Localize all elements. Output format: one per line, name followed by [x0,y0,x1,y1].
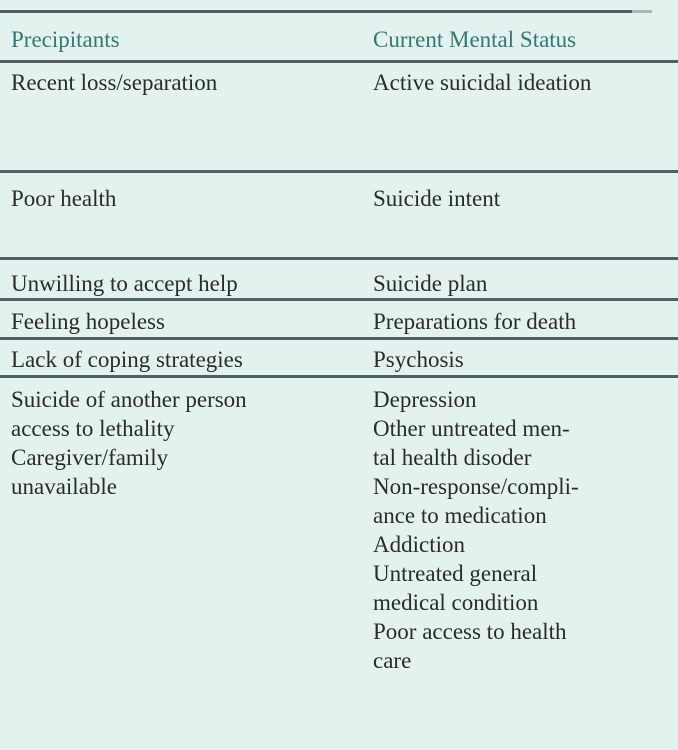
mental-status-line: Preparations for death [373,308,577,334]
precipitant-cell [0,258,362,299]
mental-status-cell [362,338,678,376]
mental-status-cell [362,258,678,299]
mental-status-cell [362,171,678,258]
mental-status-line: tal health disoder [373,444,532,470]
mental-status-cell [362,299,678,338]
mental-status-line: Untreated general [373,560,538,586]
mental-status-line: Suicide plan [373,270,488,296]
precipitant-cell [0,171,362,258]
mental-status-line: Addiction [373,531,465,557]
mental-status-line: Other untreated men- [373,415,570,441]
precipitant-cell [0,61,362,171]
precipitant-line: Poor health [11,185,117,211]
precipitant-line: Recent loss/separation [11,69,218,95]
mental-status-line: Non-response/compli- [373,473,579,499]
header-row [0,13,678,61]
table-row [0,338,678,376]
precipitant-line: Unwilling to accept help [11,270,238,296]
mental-status-line: Depression [373,386,477,412]
precipitant-line: Suicide of another person [11,386,247,412]
mental-status-cell [362,61,678,171]
table-row [0,61,678,171]
mental-status-cell [362,376,678,675]
table-row [0,171,678,258]
header-current-mental-status: Current Mental Status [373,27,577,52]
mental-status-line: Suicide intent [373,185,501,211]
mental-status-line: Active suicidal ideation [373,69,592,95]
precipitant-line: Caregiver/family [11,444,169,470]
precipitant-cell [0,338,362,376]
precipitant-cell [0,299,362,338]
precipitant-line: Lack of coping strategies [11,346,243,372]
mental-status-line: medical condition [373,589,539,615]
risk-factors-table [0,13,678,675]
precipitant-cell [0,376,362,675]
table-row [0,299,678,338]
table-row [0,376,678,675]
mental-status-line: Psychosis [373,346,464,372]
precipitant-line: unavailable [11,473,118,499]
mental-status-line: care [373,647,412,673]
precipitant-line: access to lethality [11,415,175,441]
header-precipitants: Precipitants [11,27,120,52]
mental-status-line: ance to medication [373,502,547,528]
precipitant-line: Feeling hopeless [11,308,165,334]
table-row [0,258,678,299]
mental-status-line: Poor access to health [373,618,567,644]
